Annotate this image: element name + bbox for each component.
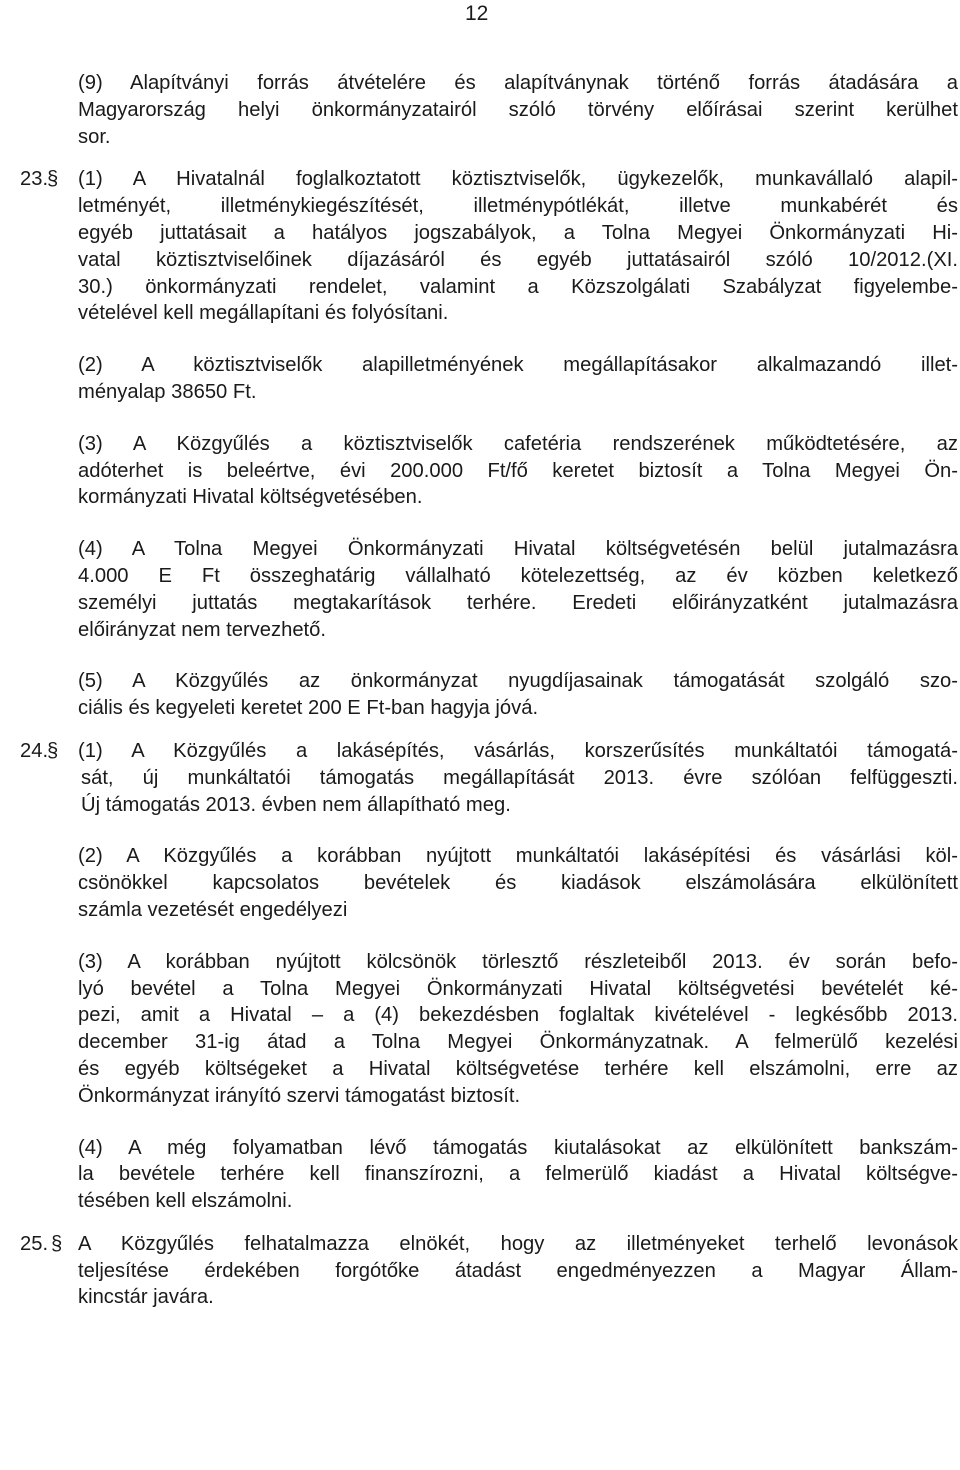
section-25 <box>20 1231 958 1311</box>
text-line: teljesítése érdekében forgótőke átadást engedményezzen a Magyar Állam- <box>78 1259 958 1282</box>
text-line: 30.) önkormányzati rendelet, valamint a Közszolgálati Szabályzat figyelembe- <box>78 275 958 298</box>
text-line: (2) A Közgyűlés a korábban nyújtott munkáltatói lakásépítési és vásárlási köl- <box>78 845 958 868</box>
paragraph-9 <box>78 70 958 150</box>
section-23-paragraph-1 <box>20 166 958 327</box>
section-number: 24. <box>20 739 49 762</box>
text-line: és egyéb költségeket a Hivatal költségvetése terhére kell elszámolni, erre az <box>78 1057 958 1080</box>
text-line: december 31-ig átad a Tolna Megyei Önkormányzatnak. A felmerülő kezelési <box>78 1031 958 1054</box>
text-line <box>20 1231 958 1258</box>
section-24-paragraph-1 <box>20 738 958 818</box>
text-line: kormányzati Hivatal költségvetésében. <box>78 486 423 509</box>
section-number: 23. <box>20 168 49 191</box>
text-line: sor. <box>78 125 111 148</box>
text-line: (9) Alapítványi forrás átvételére és alapítványnak történő forrás átadására a <box>78 72 958 94</box>
text-line: (3) A korábban nyújtott kölcsönök törlesztő részleteiből 2013. év során befo- <box>78 950 958 973</box>
text-line: Magyarország helyi önkormányzatairól szóló törvény előírásai szerint kerülhet <box>78 98 958 121</box>
text-line: egyéb juttatásait a hatályos jogszabályok, a Tolna Megyei Önkormányzati Hi- <box>78 221 958 244</box>
text-line <box>20 166 958 193</box>
text-line-content: (1) A Hivatalnál foglalkoztatott köztisztviselők, ügykezelők, munkavállaló alapil- <box>78 168 958 191</box>
text-line: adóterhet is beleértve, évi 200.000 Ft/fő keretet biztosít a Tolna Megyei Ön- <box>78 459 958 482</box>
text-line <box>20 738 958 765</box>
text-line: személyi juttatás megtakarítások terhére. Eredeti előirányzatként jutalmazásra <box>78 591 958 614</box>
text-line: sát, új munkáltatói támogatás megállapítását 2013. évre szólóan felfüggeszti. <box>81 766 958 789</box>
text-line-content: A Közgyűlés felhatalmazza elnökét, hogy az illetményeket terhelő levonások <box>78 1232 958 1255</box>
text-line: tésében kell elszámolni. <box>78 1190 293 1213</box>
text-line: előirányzat nem tervezhető. <box>78 618 326 641</box>
text-line: csönökkel kapcsolatos bevételek és kiadások elszámolására elkülönített <box>78 872 958 895</box>
text-line: (4) A még folyamatban lévő támogatás kiutalásokat az elkülönített bankszám- <box>78 1136 958 1159</box>
text-line: (4) A Tolna Megyei Önkormányzati Hivatal költségvetésén belül jutalmazásra <box>78 538 958 561</box>
section-sign: § <box>51 1232 63 1255</box>
text-line: ciális és kegyeleti keretet 200 E Ft-ban hagyja jóvá. <box>78 697 539 720</box>
text-line: Új támogatás 2013. évben nem állapítható meg. <box>81 793 511 816</box>
text-line: vételével kell megállapítani és folyósítani. <box>78 302 449 325</box>
text-line: Önkormányzat irányító szervi támogatást biztosít. <box>78 1084 521 1107</box>
section-23-paragraph-3 <box>78 431 958 511</box>
text-line: letményét, illetménykiegészítését, illetménypótlékát, illetve munkabérét és <box>78 195 958 218</box>
section-23-paragraph-5 <box>78 668 958 722</box>
text-line: (5) A Közgyűlés az önkormányzat nyugdíjasainak támogatását szolgáló szo- <box>78 670 958 693</box>
section-24-paragraph-4 <box>78 1135 958 1215</box>
page-number: 12 <box>465 2 489 25</box>
section-24-paragraph-3 <box>78 949 958 1110</box>
text-line: vatal köztisztviselőinek díjazásáról és egyéb juttatásairól szóló 10/2012.(XI. <box>78 248 958 271</box>
document-body <box>20 70 958 1336</box>
text-line: kincstár javára. <box>78 1286 214 1309</box>
text-line: (2) A köztisztviselők alapilletményének megállapításakor alkalmazandó illet- <box>78 354 958 377</box>
text-line: (3) A Közgyűlés a köztisztviselők cafetéria rendszerének működtetésére, az <box>78 432 958 455</box>
section-23-paragraph-2 <box>78 352 958 406</box>
section-sign: § <box>47 168 59 191</box>
section-number: 25. <box>20 1232 49 1255</box>
text-line: 4.000 E Ft összeghatárig vállalható kötelezettség, az év közben keletkező <box>78 564 958 587</box>
section-sign: § <box>47 739 59 762</box>
text-line: ményalap 38650 Ft. <box>78 380 257 403</box>
text-line-content: (1) A Közgyűlés a lakásépítés, vásárlás, korszerűsítés munkáltatói támogatá- <box>78 739 958 762</box>
section-23-paragraph-4 <box>78 536 958 643</box>
text-line: számla vezetését engedélyezi <box>78 898 348 921</box>
text-line: lyó bevétel a Tolna Megyei Önkormányzati Hivatal költségvetési bevételét ké- <box>78 977 958 1000</box>
section-24-paragraph-2 <box>78 843 958 923</box>
text-line: la bevétele terhére kell finanszírozni, a felmerülő kiadást a Hivatal költségve- <box>78 1163 958 1186</box>
text-line: pezi, amit a Hivatal – a (4) bekezdésben foglaltak kivételével - legkésőbb 2013. <box>78 1004 958 1027</box>
